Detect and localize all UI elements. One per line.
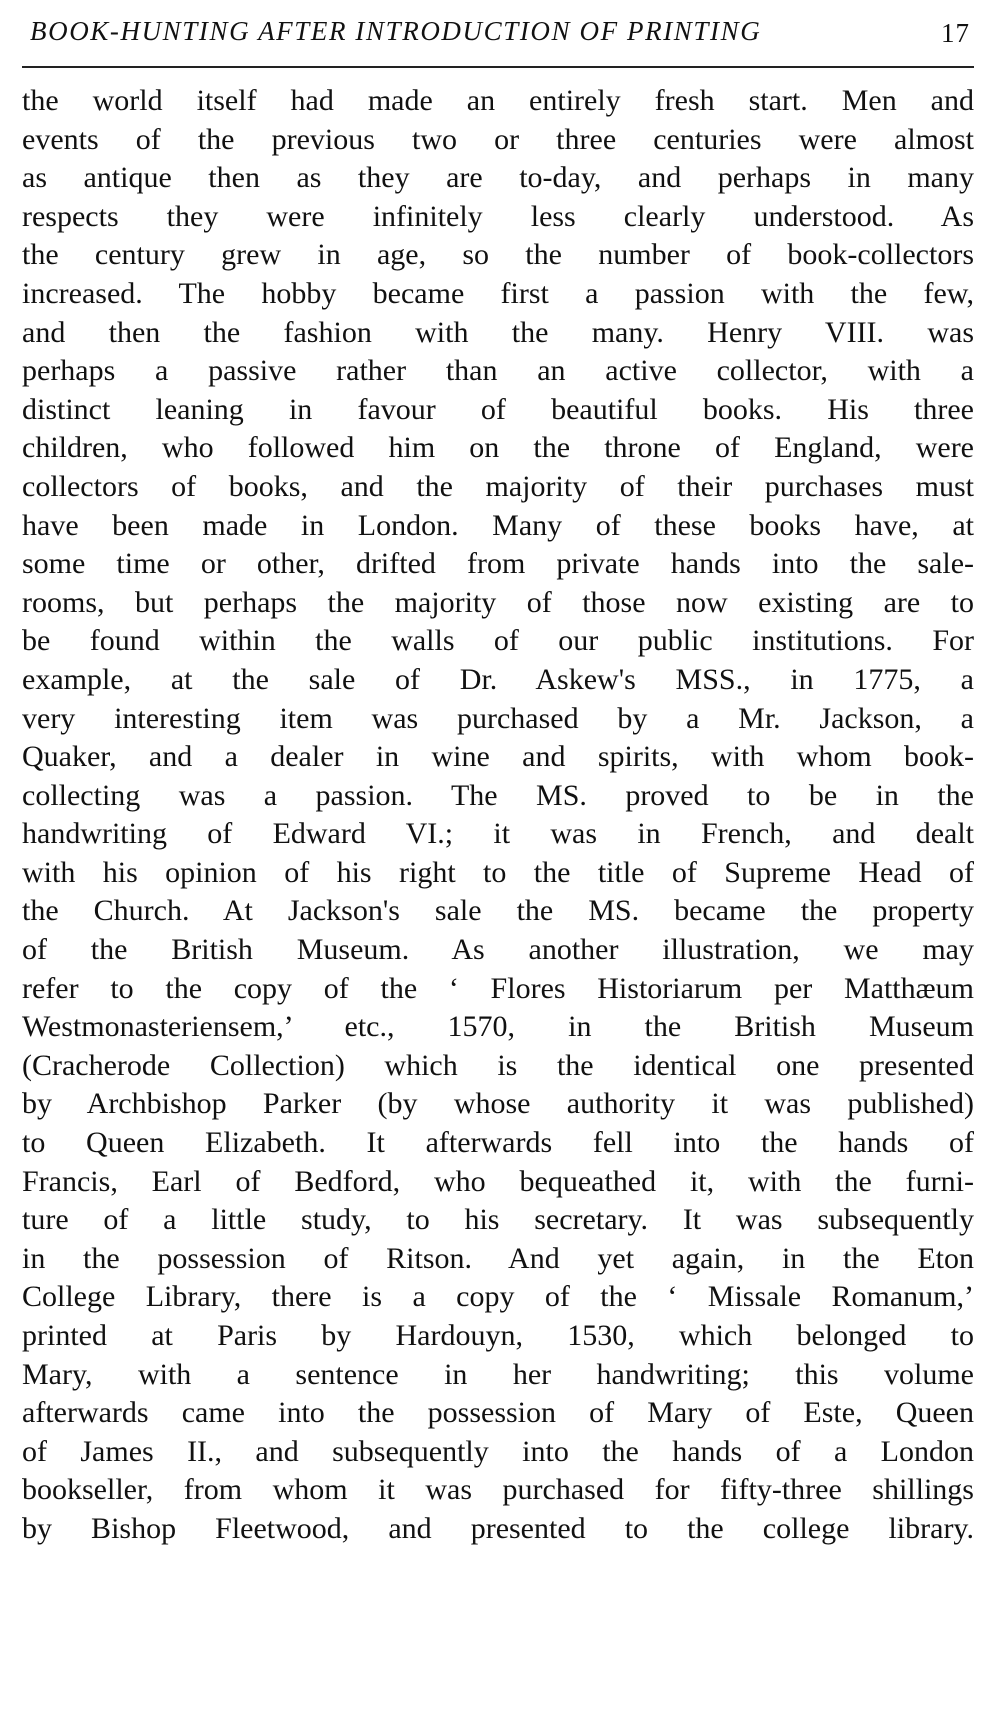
- header-rule: [22, 66, 974, 68]
- text-line: Quaker, and a dealer in wine and spirits, with whom book-: [22, 740, 974, 774]
- text-line: of James II., and subsequently into the hands of a London: [22, 1434, 974, 1468]
- text-line: by Archbishop Parker (by whose authority it was published): [22, 1087, 974, 1121]
- text-line: respects they were infinitely less clearly understood. As: [22, 199, 974, 233]
- text-line: collectors of books, and the majority of their purchases must: [22, 469, 974, 503]
- text-line: increased. The hobby became first a passion with the few,: [22, 276, 974, 310]
- text-line: example, at the sale of Dr. Askew's MSS., in 1775, a: [22, 662, 974, 696]
- text-line: very interesting item was purchased by a Mr. Jackson, a: [22, 701, 974, 735]
- body-text: [22, 82, 974, 1549]
- text-line: afterwards came into the possession of Mary of Este, Queen: [22, 1396, 974, 1430]
- text-line: the Church. At Jackson's sale the MS. became the property: [22, 894, 974, 928]
- running-title: BOOK-HUNTING AFTER INTRODUCTION OF PRINTING: [30, 16, 762, 46]
- text-line: bookseller, from whom it was purchased for fifty-three shillings: [22, 1473, 974, 1507]
- text-line: and then the fashion with the many. Henry VIII. was: [22, 315, 974, 349]
- text-line: collecting was a passion. The MS. proved to be in the: [22, 778, 974, 812]
- text-line: be found within the walls of our public institutions. For: [22, 624, 974, 658]
- page-number: 17: [941, 18, 970, 48]
- text-line: children, who followed him on the throne of England, were: [22, 431, 974, 465]
- text-line: with his opinion of his right to the title of Supreme Head of: [22, 855, 974, 889]
- text-line: distinct leaning in favour of beautiful books. His three: [22, 392, 974, 426]
- text-line: ture of a little study, to his secretary. It was subsequently: [22, 1203, 974, 1237]
- text-line: events of the previous two or three centuries were almost: [22, 122, 974, 156]
- text-line: College Library, there is a copy of the ‘ Missale Romanum,’: [22, 1280, 974, 1314]
- text-line: the world itself had made an entirely fresh start. Men and: [22, 84, 974, 117]
- text-line: to Queen Elizabeth. It afterwards fell into the hands of: [22, 1126, 974, 1160]
- text-line: in the possession of Ritson. And yet again, in the Eton: [22, 1241, 974, 1275]
- text-line: some time or other, drifted from private hands into the sale-: [22, 547, 974, 581]
- text-line: perhaps a passive rather than an active collector, with a: [22, 354, 974, 388]
- text-line: Westmonasteriensem,’ etc., 1570, in the British Museum: [22, 1010, 974, 1044]
- text-line: (Cracherode Collection) which is the identical one presented: [22, 1048, 974, 1082]
- text-line: rooms, but perhaps the majority of those now existing are to: [22, 585, 974, 619]
- text-line: the century grew in age, so the number of book-collectors: [22, 238, 974, 272]
- text-line: refer to the copy of the ‘ Flores Historiarum per Matthæum: [22, 971, 974, 1005]
- text-line: by Bishop Fleetwood, and presented to the college library.: [22, 1511, 974, 1545]
- text-line: have been made in London. Many of these books have, at: [22, 508, 974, 542]
- text-line: handwriting of Edward VI.; it was in French, and dealt: [22, 817, 974, 851]
- running-head: [30, 16, 970, 56]
- text-line: printed at Paris by Hardouyn, 1530, which belonged to: [22, 1319, 974, 1352]
- text-line: Francis, Earl of Bedford, who bequeathed it, with the furni-: [22, 1164, 974, 1198]
- text-line: Mary, with a sentence in her handwriting; this volume: [22, 1357, 974, 1391]
- text-line: as antique then as they are to-day, and perhaps in many: [22, 161, 974, 195]
- text-line: of the British Museum. As another illustration, we may: [22, 933, 974, 967]
